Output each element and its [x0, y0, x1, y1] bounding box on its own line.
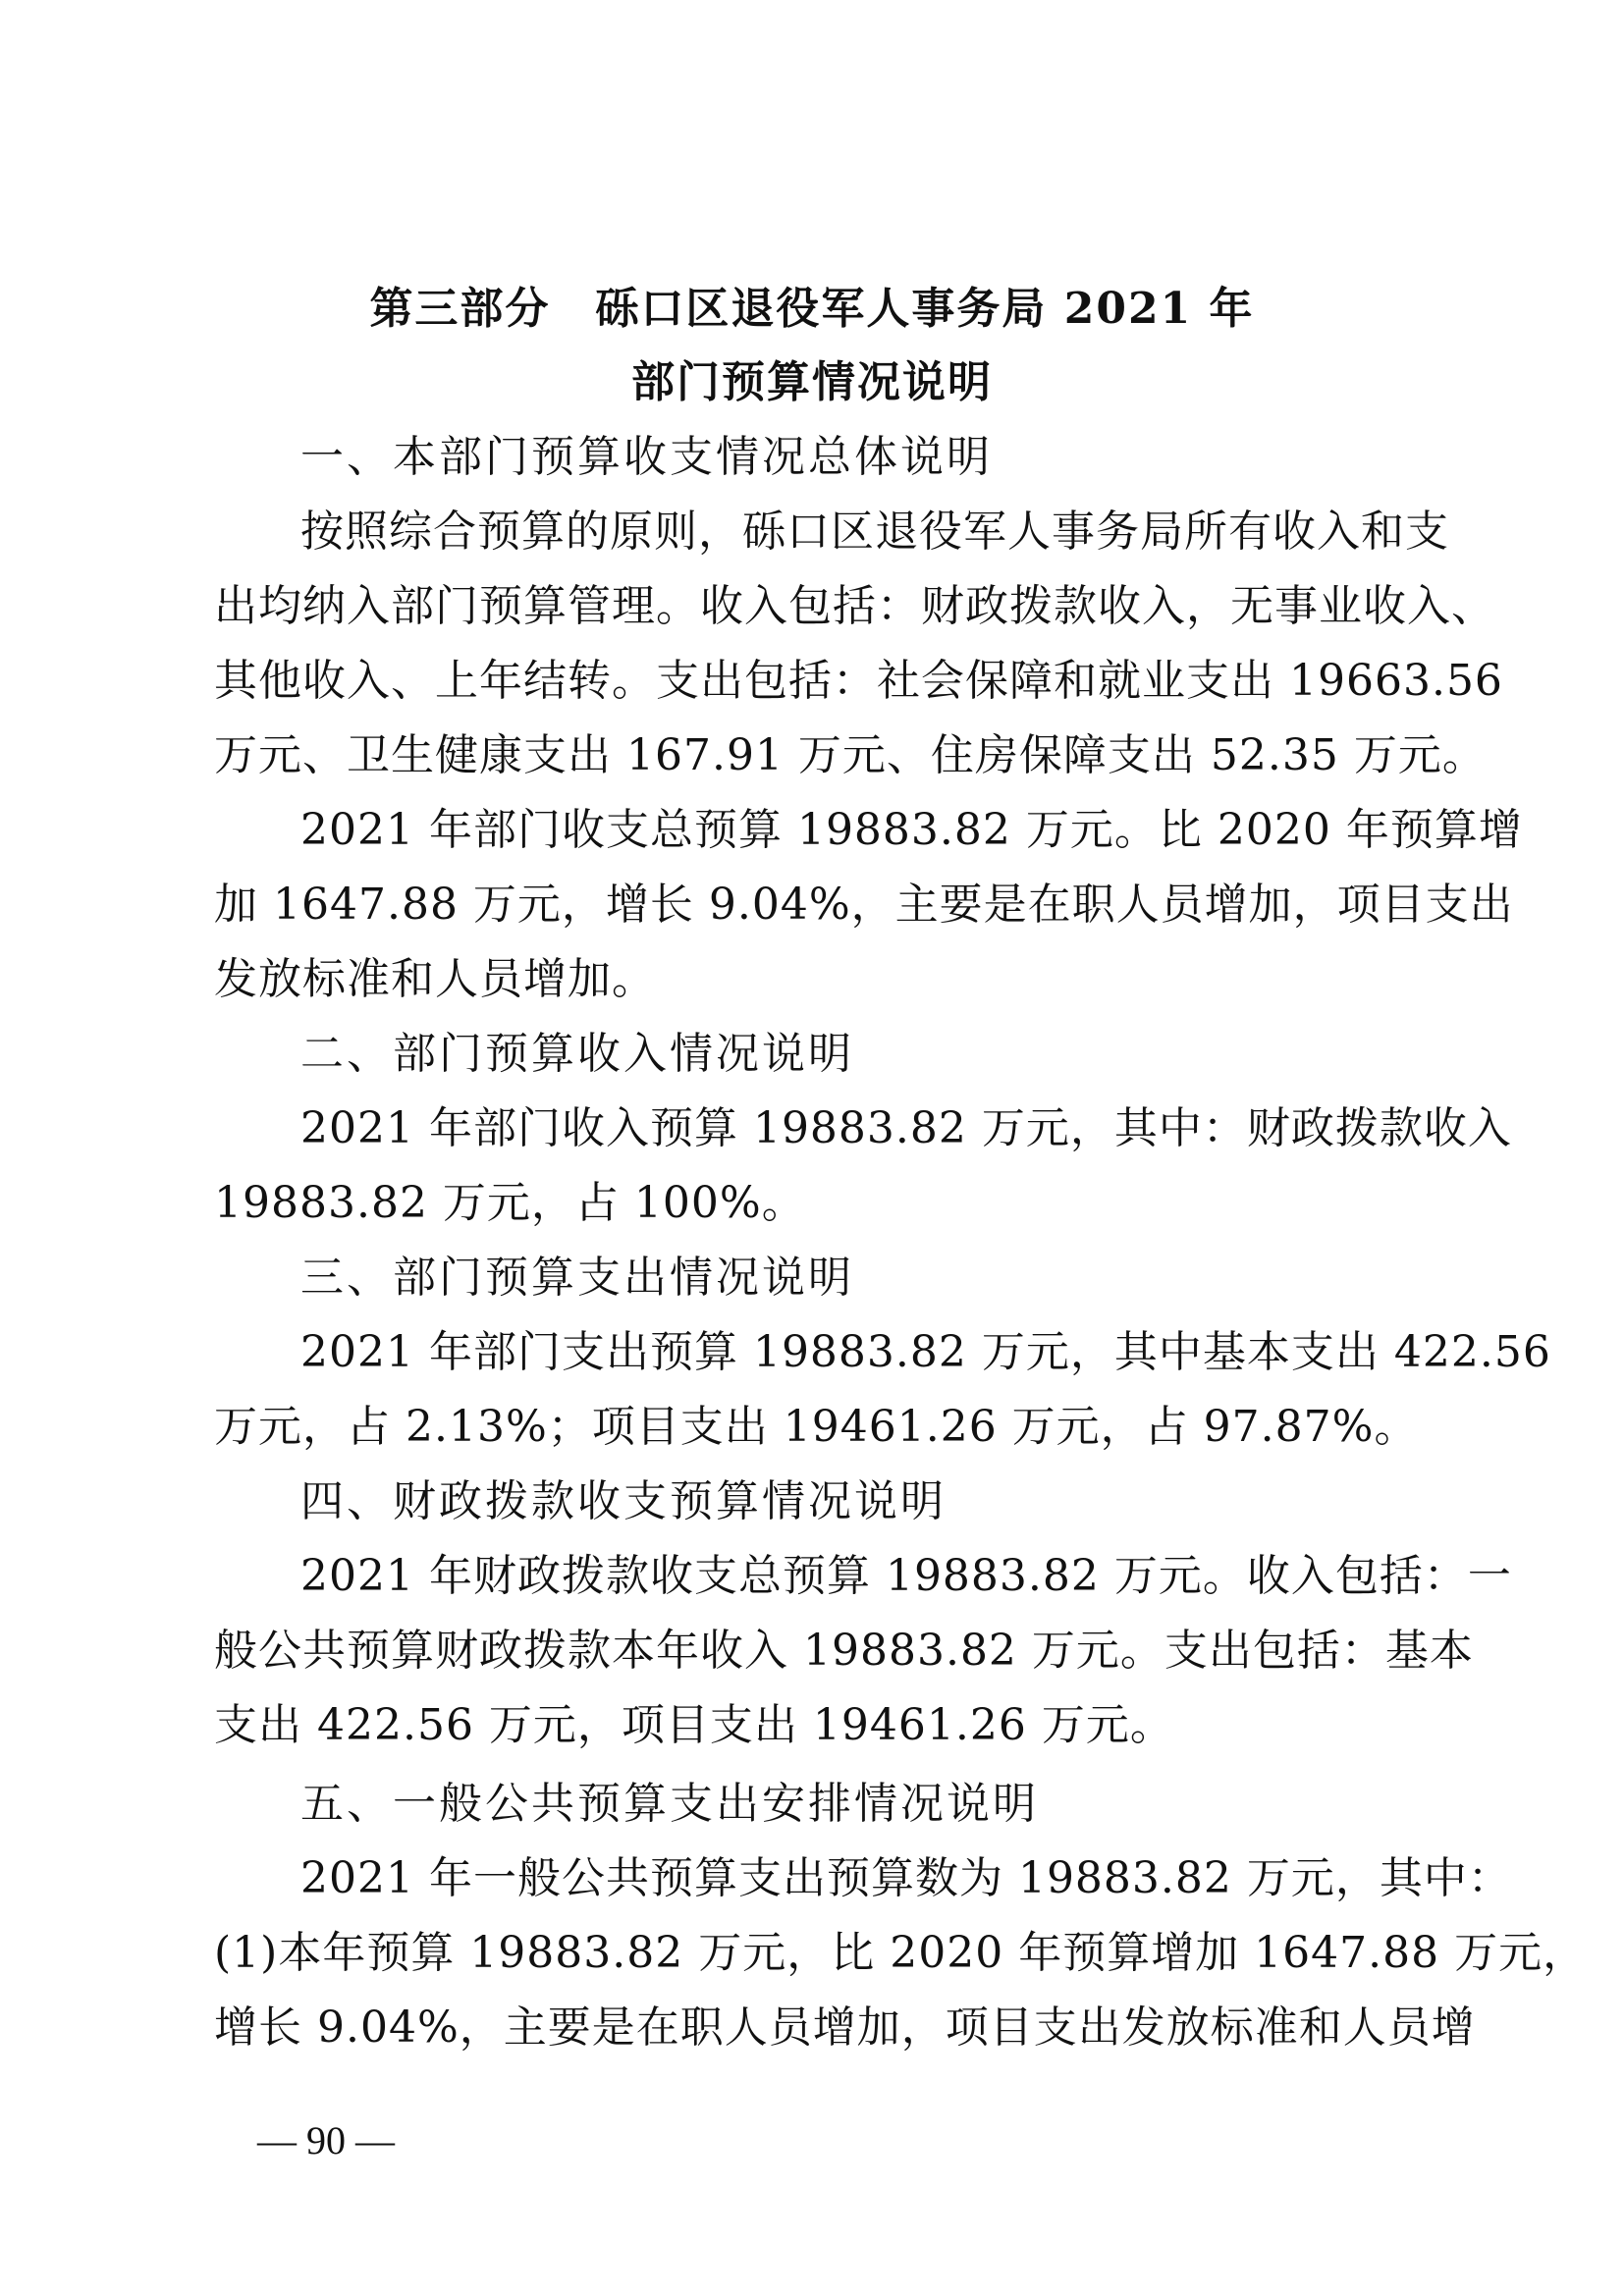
section-1-heading: 一、本部门预算收支情况总体说明: [300, 432, 993, 482]
paragraph-line: 19883.82 万元，占 100%。: [214, 1178, 806, 1228]
paragraph-line: 万元，占 2.13%；项目支出 19461.26 万元，占 97.87%。: [214, 1402, 1419, 1452]
paragraph-line: 增长 9.04%，主要是在职人员增加，项目支出发放标准和人员增: [214, 2002, 1476, 2053]
paragraph-line: 发放标准和人员增加。: [214, 954, 656, 1004]
section-4-heading: 四、财政拨款收支预算情况说明: [300, 1476, 947, 1526]
paragraph-line: 加 1647.88 万元，增长 9.04%，主要是在职人员增加，项目支出: [214, 880, 1514, 930]
paragraph-line: 万元、卫生健康支出 167.91 万元、住房保障支出 52.35 万元。: [214, 730, 1487, 780]
paragraph-line: 按照综合预算的原则，砾口区退役军人事务局所有收入和支: [300, 507, 1449, 557]
paragraph-line: 2021 年财政拨款收支总预算 19883.82 万元。收入包括：一: [300, 1551, 1512, 1601]
section-3-heading: 三、部门预算支出情况说明: [300, 1253, 854, 1303]
paragraph-line: 2021 年部门收支总预算 19883.82 万元。比 2020 年预算增: [300, 805, 1523, 855]
paragraph-line: 2021 年一般公共预算支出预算数为 19883.82 万元，其中：: [300, 1853, 1512, 1903]
section-2-heading: 二、部门预算收入情况说明: [300, 1029, 854, 1079]
paragraph-line: (1)本年预算 19883.82 万元，比 2020 年预算增加 1647.88 万元，: [214, 1928, 1588, 1978]
document-title-line-1: 第三部分 砾口区退役军人事务局 2021 年: [369, 284, 1255, 334]
section-5-heading: 五、一般公共预算支出安排情况说明: [300, 1779, 1039, 1829]
paragraph-line: 般公共预算财政拨款本年收入 19883.82 万元。支出包括：基本: [214, 1626, 1474, 1676]
paragraph-line: 支出 422.56 万元，项目支出 19461.26 万元。: [214, 1700, 1174, 1750]
paragraph-line: 出均纳入部门预算管理。收入包括：财政拨款收入，无事业收入、: [214, 581, 1495, 631]
paragraph-line: 2021 年部门支出预算 19883.82 万元，其中基本支出 422.56: [300, 1327, 1551, 1377]
page-number: — 90 —: [257, 2118, 395, 2163]
paragraph-line: 2021 年部门收入预算 19883.82 万元，其中：财政拨款收入: [300, 1103, 1512, 1153]
paragraph-line: 其他收入、上年结转。支出包括：社会保障和就业支出 19663.56: [214, 656, 1503, 706]
document-title-line-2: 部门预算情况说明: [631, 357, 993, 407]
